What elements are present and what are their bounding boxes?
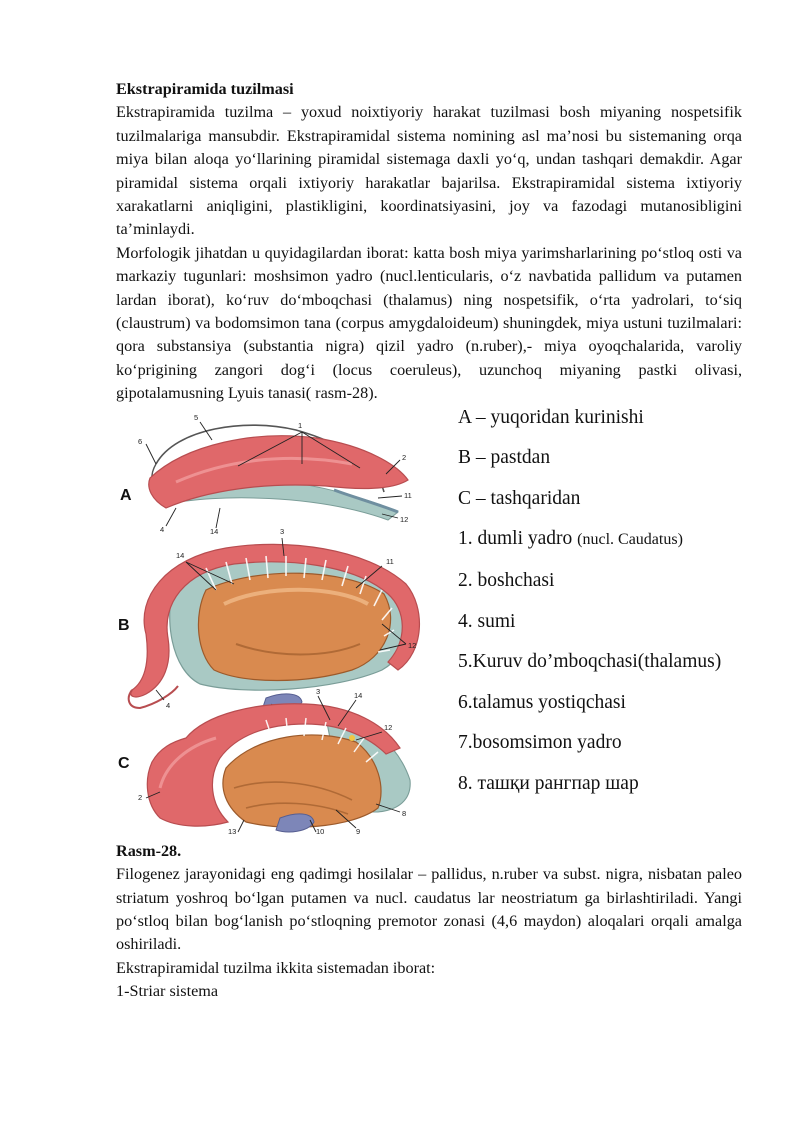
callout-b-11: 11 (386, 556, 394, 566)
legend-item-b: B – pastdan (458, 447, 551, 469)
legend-item-7: 7.bosomsimon yadro (458, 732, 622, 754)
legend-item-c: C – tashqaridan (458, 487, 581, 509)
callout-c-3: 3 (316, 686, 321, 696)
panel-label-a: A (120, 486, 132, 504)
callout-b-3: 3 (280, 526, 285, 536)
panel-a-drawing (120, 413, 412, 536)
basal-ganglia-figure (116, 408, 438, 836)
legend-item-a: A – yuqoridan kurinishi (458, 406, 644, 428)
callout-a-5: 5 (194, 412, 199, 422)
callout-c-12: 12 (384, 722, 393, 732)
legend-item-5: 5.Kuruv do’mboqchasi(thalamus) (458, 651, 722, 673)
panel-c-drawing (118, 687, 410, 836)
legend-item-8: 8. ташқи рангпар шар (458, 773, 639, 795)
callout-a-6: 6 (138, 436, 143, 446)
callout-a-12: 12 (400, 514, 409, 524)
panel-b-drawing (118, 524, 419, 722)
section-heading: Ekstrapiramida tuzilmasi (116, 80, 294, 98)
paragraph-striar: 1-Striar sistema (116, 982, 219, 1001)
callout-c-8: 8 (402, 808, 407, 818)
figure-caption: Rasm-28. (116, 841, 182, 860)
paragraph-phylogeny: Filogenez jarayonidagi eng qadimgi hosilalar – pallidus, n.ruber va subst. nigra, nisbatan paleo striatum yoshroq bo‘lgan putamen va nucl. caudatus lar neostriatum ga birlashtiriladi. Yangi po‘stloq bilan bog‘lanish po‘stloqning premotor zonasi (4,6 maydon) aloqalari orqali amalga oshiriladi. (116, 865, 742, 954)
legend-item-1 (458, 527, 748, 552)
legend-item-1-latin: (nucl. Caudatus) (577, 531, 683, 549)
callout-c-10: 10 (316, 826, 325, 836)
figure-legend (458, 406, 748, 813)
figure-row (116, 406, 742, 840)
callout-a-1: 1 (298, 420, 303, 430)
callout-c-13: 13 (228, 826, 237, 836)
callout-c-14: 14 (354, 690, 363, 700)
callout-a-14: 14 (210, 526, 219, 536)
panel-label-c: C (118, 754, 130, 772)
paragraph-systems: Ekstrapiramidal tuzilma ikkita sistemadan iborat: (116, 958, 436, 977)
legend-item-1-main: 1. dumli yadro (458, 528, 573, 550)
callout-a-11: 11 (404, 490, 412, 500)
callout-b-12: 12 (408, 640, 417, 650)
callout-b-14: 14 (176, 550, 185, 560)
callout-a-4: 4 (160, 524, 165, 534)
callout-c-9: 9 (356, 826, 361, 836)
callout-a-2: 2 (402, 452, 407, 462)
document-page (116, 78, 742, 1004)
callout-c-2: 2 (138, 792, 143, 802)
legend-item-2: 2. boshchasi (458, 570, 555, 592)
paragraph-intro: Ekstrapiramida tuzilma – yoxud noixtiyoriy harakat tuzilmasi bosh miyaning nospetsifik tuzilmalariga mansubdir. Ekstrapiramidal sistema nomining asl ma’nosi bu sistemaning orqa miya bilan aloqa yo‘llarining piramidal sistemaga daxli yo‘q, undan tashqari demakdir. Agar piramidal sistema orqali ixtiyoriy harakatlar bajarilsa. Ekstrapiramidal sistema ixtiyoriy xarakatlarni aniqligini, plastikligini, koordinatsiyasini, joy va fazodagi mutanosibligini ta’minlaydi. (116, 103, 742, 239)
legend-item-4: 4. sumi (458, 610, 516, 632)
panel-label-b: B (118, 616, 130, 634)
callout-b-4: 4 (166, 700, 171, 710)
legend-item-6: 6.talamus yostiqchasi (458, 691, 626, 713)
paragraph-morphology: Morfologik jihatdan u quyidagilardan iborat: katta bosh miya yarimsharlarining po‘stloq osti va markaziy tugunlari: moshsimon yadro (nucl.lenticularis, o‘z navbatida pallidum va putamen lardan iborat), ko‘ruv do‘mboqchasi (thalamus) ning nospetsifik, o‘rta yadrolari, to‘siq (claustrum) va bodomsimon tana (corpus amygdaloideum) shuningdek, miya ustuni tuzilmalari: qora substansiya (substantia nigra) qizil yadro (n.ruber),- miya oyoqchalarida, varoliy ko‘prigining zangori dog‘i (locus coeruleus), uzunchoq miyaning pastki olivasi, gipotalamusning Lyuis tanasi( rasm-28). (116, 243, 742, 403)
